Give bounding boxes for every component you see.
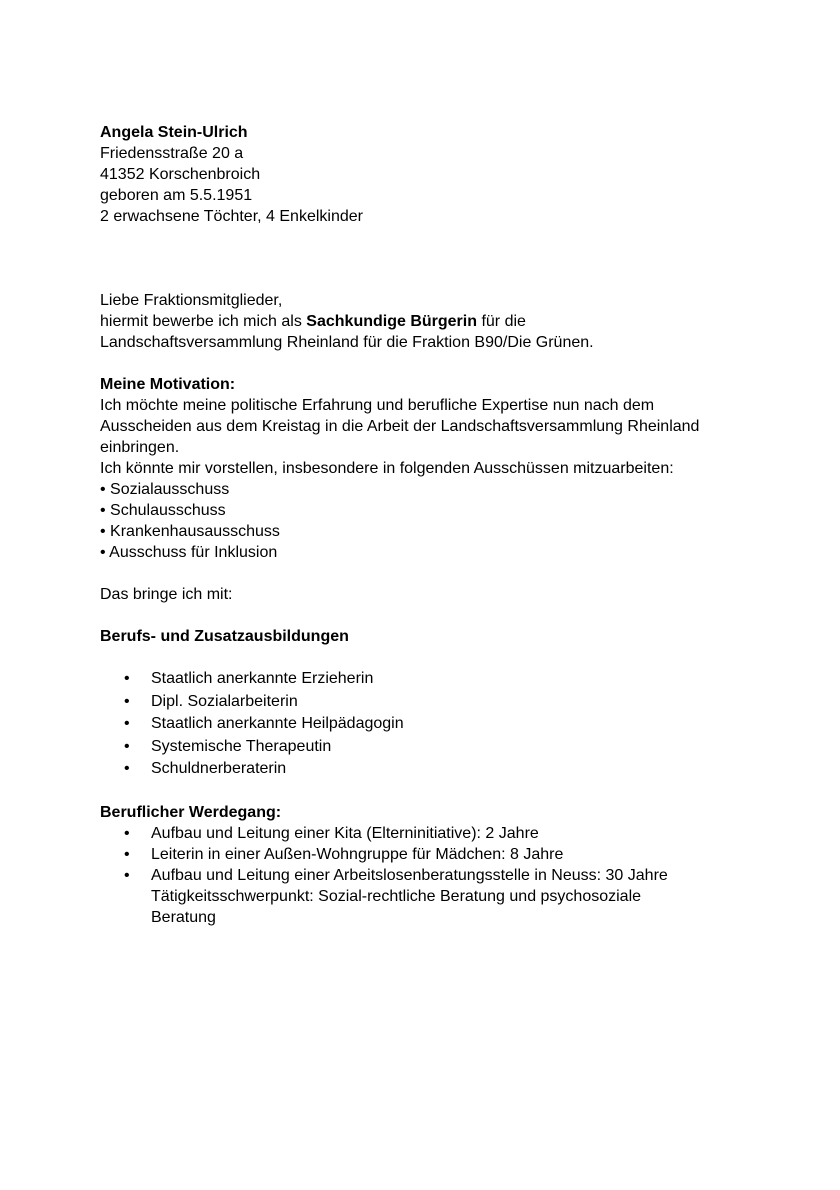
- career-item-text: Aufbau und Leitung einer Arbeitslosenberatungsstelle in Neuss: 30 Jahre: [151, 866, 668, 884]
- spacer: [100, 353, 760, 374]
- sender-block: [100, 122, 760, 227]
- spacer: [100, 605, 760, 626]
- motivation-line: einbringen.: [100, 439, 180, 456]
- application-target: Landschaftsversammlung Rheinland für die Fraktion B90/Die Grünen.: [100, 334, 594, 351]
- career-item: [100, 823, 760, 844]
- training-list: [100, 668, 760, 781]
- intro-paragraph: [100, 290, 760, 353]
- committee-item: • Ausschuss für Inklusion: [100, 544, 278, 561]
- motivation-line: Ich könnte mir vorstellen, insbesondere in folgenden Ausschüssen mitzuarbeiten:: [100, 460, 674, 477]
- application-role: Sachkundige Bürgerin: [306, 313, 477, 330]
- career-list: [100, 823, 760, 928]
- training-item-text: Schuldnerberaterin: [151, 760, 287, 777]
- training-item: [100, 758, 760, 781]
- training-item-text: Dipl. Sozialarbeiterin: [151, 692, 298, 710]
- bullet-icon: •: [124, 824, 130, 842]
- career-heading: Beruflicher Werdegang:: [100, 803, 282, 821]
- training-item-text: Staatlich anerkannte Erzieherin: [151, 670, 374, 687]
- training-item-text: Systemische Therapeutin: [151, 737, 332, 755]
- sender-street: Friedensstraße 20 a: [100, 145, 244, 162]
- bullet-icon: •: [124, 845, 130, 863]
- career-item-detail: Tätigkeitsschwerpunkt: Sozial-rechtliche Beratung und psychosoziale: [151, 887, 642, 905]
- sender-birth: geboren am 5.5.1951: [100, 187, 253, 204]
- application-text-post: für die: [477, 313, 526, 330]
- bullet-icon: •: [124, 760, 130, 777]
- career-item: [100, 844, 760, 865]
- bullet-icon: •: [124, 737, 130, 755]
- committee-item: • Krankenhausausschuss: [100, 523, 280, 540]
- career-item-text: Leiterin in einer Außen-Wohngruppe für Mädchen: 8 Jahre: [151, 845, 564, 863]
- bullet-icon: •: [124, 670, 130, 687]
- motivation-section: [100, 374, 760, 563]
- sender-name: Angela Stein-Ulrich: [100, 124, 248, 141]
- motivation-line: Ausscheiden aus dem Kreistag in die Arbeit der Landschaftsversammlung Rheinland: [100, 418, 700, 435]
- motivation-line: Ich möchte meine politische Erfahrung und berufliche Expertise nun nach dem: [100, 397, 655, 414]
- application-line: [100, 311, 760, 332]
- career-item-detail: Beratung: [151, 908, 216, 926]
- motivation-heading: Meine Motivation:: [100, 376, 236, 393]
- career-item-text: Aufbau und Leitung einer Kita (Elterninitiative): 2 Jahre: [151, 824, 539, 842]
- training-heading: Berufs- und Zusatzausbildungen: [100, 628, 349, 645]
- spacer: [100, 563, 760, 584]
- spacer: [100, 227, 760, 290]
- training-item: [100, 668, 760, 691]
- bullet-icon: •: [124, 692, 130, 710]
- training-item: [100, 736, 760, 759]
- training-section: [100, 626, 760, 781]
- spacer: [100, 647, 760, 668]
- bullet-icon: •: [124, 866, 130, 884]
- committee-list: [100, 479, 760, 563]
- career-item: [100, 865, 760, 928]
- committee-item: • Sozialausschuss: [100, 481, 230, 498]
- salutation: Liebe Fraktionsmitglieder,: [100, 292, 283, 309]
- committee-item: • Schulausschuss: [100, 502, 226, 519]
- career-section: [100, 802, 760, 928]
- sender-city: 41352 Korschenbroich: [100, 166, 261, 183]
- sender-family: 2 erwachsene Töchter, 4 Enkelkinder: [100, 208, 363, 225]
- spacer: [100, 781, 760, 802]
- training-item: [100, 691, 760, 714]
- application-text-pre: hiermit bewerbe ich mich als: [100, 313, 307, 330]
- training-item-text: Staatlich anerkannte Heilpädagogin: [151, 715, 404, 732]
- bullet-icon: •: [124, 715, 130, 732]
- bring-intro: Das bringe ich mit:: [100, 586, 233, 603]
- training-item: [100, 713, 760, 736]
- document-page: [100, 122, 760, 928]
